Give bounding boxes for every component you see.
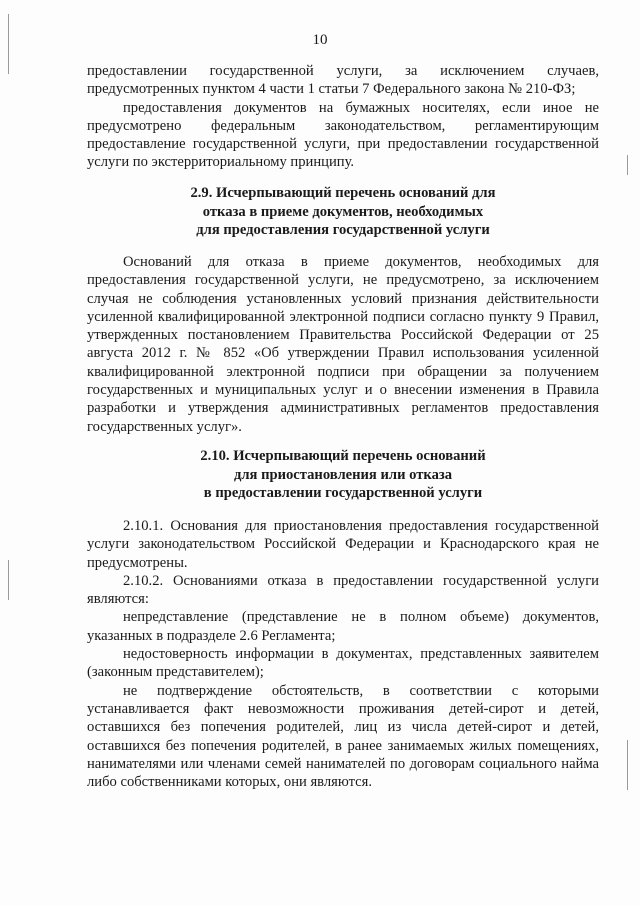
scan-mark-right-bottom bbox=[627, 740, 628, 790]
scan-mark-left-mid bbox=[8, 560, 9, 600]
section-2-10-paragraph-3: непредставление (представление не в полном объеме) документов, указанных в подразделе 2.6 Регламента; bbox=[87, 609, 599, 644]
intro-paragraph-2: предоставления документов на бумажных носителях, если иное не предусмотрено федеральным законодательством, регламентирующим предоставление государственной услуги, при предоставлении государственной услуги по экстерриториальному принципу. bbox=[87, 99, 599, 171]
section-2-10-paragraph-2: 2.10.2. Основаниями отказа в предоставлении государственной услуги являются: bbox=[87, 572, 599, 608]
section-2-9-heading-line-2: отказа в приеме документов, необходимых bbox=[202, 203, 484, 220]
section-2-9-heading bbox=[87, 184, 599, 240]
section-2-10-paragraph-5: не подтверждение обстоятельств, в соответствии с которыми устанавливается факт невозможности проживания детей-сирот и детей, оставшихся без попечения родителей, лиц из числа детей-сирот и детей, оставшихся без попечения родителей, в ранее занимаемых жилых помещениях, нанимателями или членами семей нанимателей по договорам социального найма либо собственниками которых, они являются. bbox=[87, 682, 599, 791]
section-2-9-body bbox=[87, 253, 599, 436]
intro-paragraph-1: предоставлении государственной услуги, за исключением случаев, предусмотренных пунктом 4 части 1 статьи 7 Федерального закона № 210-ФЗ; bbox=[87, 63, 599, 98]
section-2-10-paragraph-1: 2.10.1. Основания для приостановления предоставления государственной услуги законодательством Российской Федерации и Краснодарского края не предусмотрены. bbox=[87, 518, 599, 571]
section-2-9-heading-line-1: 2.9. Исчерпывающий перечень оснований для bbox=[190, 185, 496, 201]
page-number: 10 bbox=[312, 32, 328, 48]
section-2-10-heading-line-3: в предоставлении государственной услуги bbox=[203, 485, 483, 501]
section-2-10-heading-line-2: для приостановления или отказа bbox=[233, 466, 453, 483]
section-2-10-heading bbox=[87, 447, 599, 503]
intro-block bbox=[87, 62, 599, 172]
section-2-9-paragraph: Оснований для отказа в приеме документов, необходимых для предоставления государственной услуги, не предусмотрено, за исключением случая не соблюдения установленных условий признания действительности усиленной квалифицированной электронной подписи согласно пункту 9 Правил, утвержденных постановлением Правительства Российской Федерации от 25 августа 2012 г. № 852 «Об утверждении Правил использования усиленной квалифицированной электронной подписи при обращении за получением государственных и муниципальных услуг и о внесении изменения в Правила разработки и утверждения административных регламентов предоставления государственных услуг». bbox=[87, 254, 599, 435]
section-2-9-heading-line-3: для предоставления государственной услуги bbox=[196, 222, 490, 238]
scan-mark-left-top bbox=[8, 14, 9, 74]
section-2-10-paragraph-4: недостоверность информации в документах, представленных заявителем (законным представителем); bbox=[87, 646, 599, 681]
section-2-10-body bbox=[87, 517, 599, 791]
section-2-10-heading-line-1: 2.10. Исчерпывающий перечень оснований bbox=[200, 448, 486, 464]
scan-mark-right-top bbox=[627, 155, 628, 175]
